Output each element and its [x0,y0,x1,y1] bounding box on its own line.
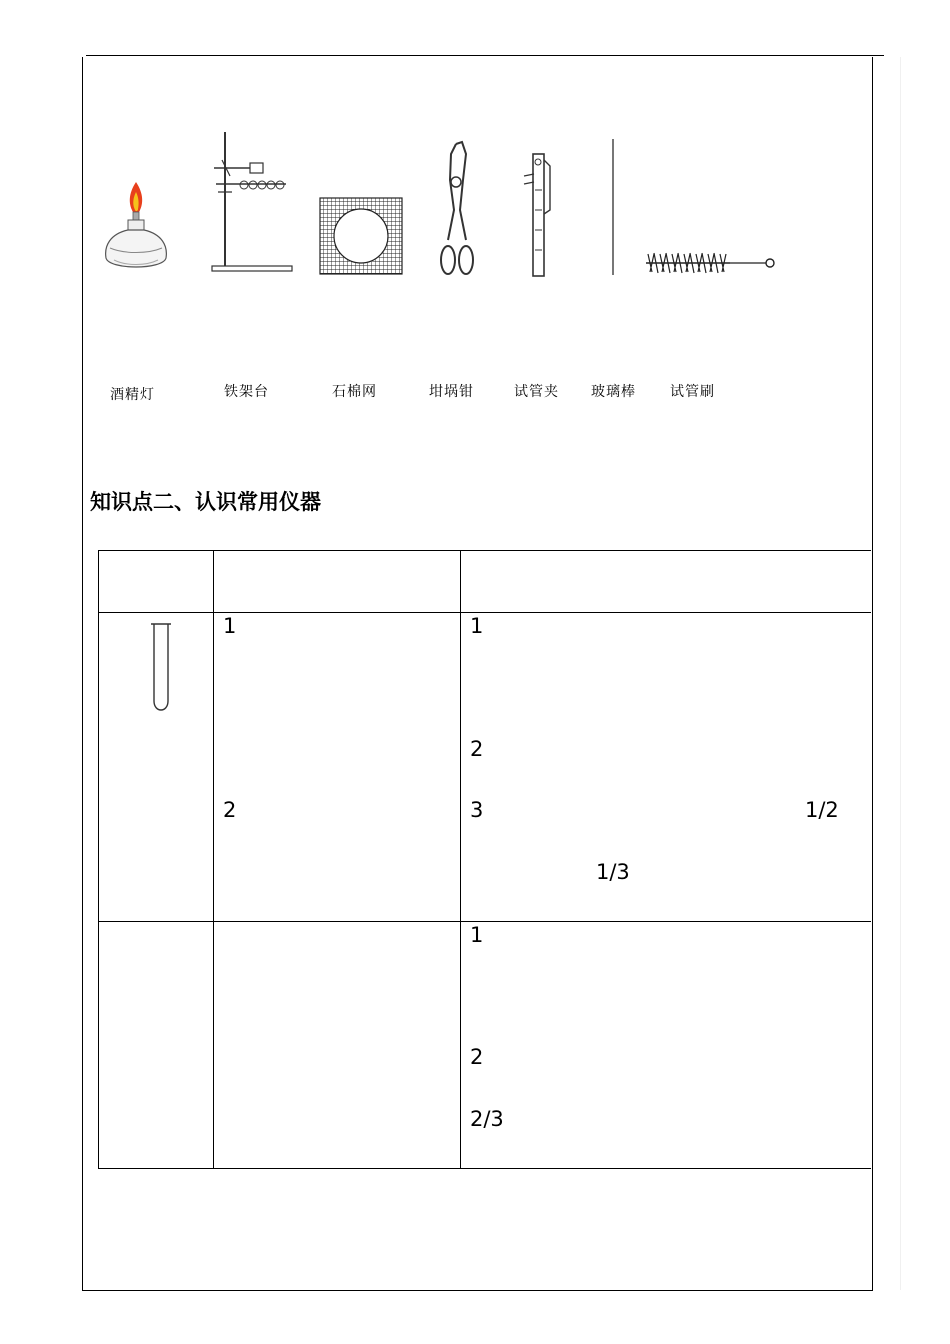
row2-right-item-1: 1 [470,923,484,947]
caption-alcohol-lamp: 酒精灯 [110,387,155,403]
row1-mid-item-1: 1 [223,614,237,638]
row1-right-item-3: 3 [470,798,484,822]
caption-crucible-tongs: 坩埚钳 [429,384,474,400]
row2-right-fraction-two-thirds: 2/3 [470,1107,504,1131]
table-col-2 [460,550,461,1169]
asbestos-net-figure [319,197,403,275]
row1-right-item-2: 2 [470,737,484,761]
caption-test-tube-brush: 试管刷 [670,384,715,400]
test-tube-brush-figure [644,250,778,276]
caption-asbestos-net: 石棉网 [332,384,377,400]
alcohol-lamp-figure [100,178,172,278]
margin-rule [900,57,901,1290]
caption-test-tube-clamp: 试管夹 [514,384,559,400]
iron-stand-figure [208,130,298,275]
section-heading: 知识点二、认识常用仪器 [90,490,321,514]
row1-mid-item-2: 2 [223,798,237,822]
caption-glass-rod: 玻璃棒 [591,384,636,400]
table-col-left [98,550,99,1169]
header-rule [86,55,884,56]
glass-rod-figure [608,138,618,276]
test-tube-figure [148,621,174,715]
test-tube-clamp-figure [520,150,556,278]
row1-right-fraction-half: 1/2 [805,798,839,822]
crucible-tongs-figure [436,140,478,278]
table-col-1 [213,550,214,1169]
row1-right-fraction-third: 1/3 [596,860,630,884]
row2-right-item-2: 2 [470,1045,484,1069]
caption-iron-stand: 铁架台 [224,384,269,400]
row1-right-item-1: 1 [470,614,484,638]
